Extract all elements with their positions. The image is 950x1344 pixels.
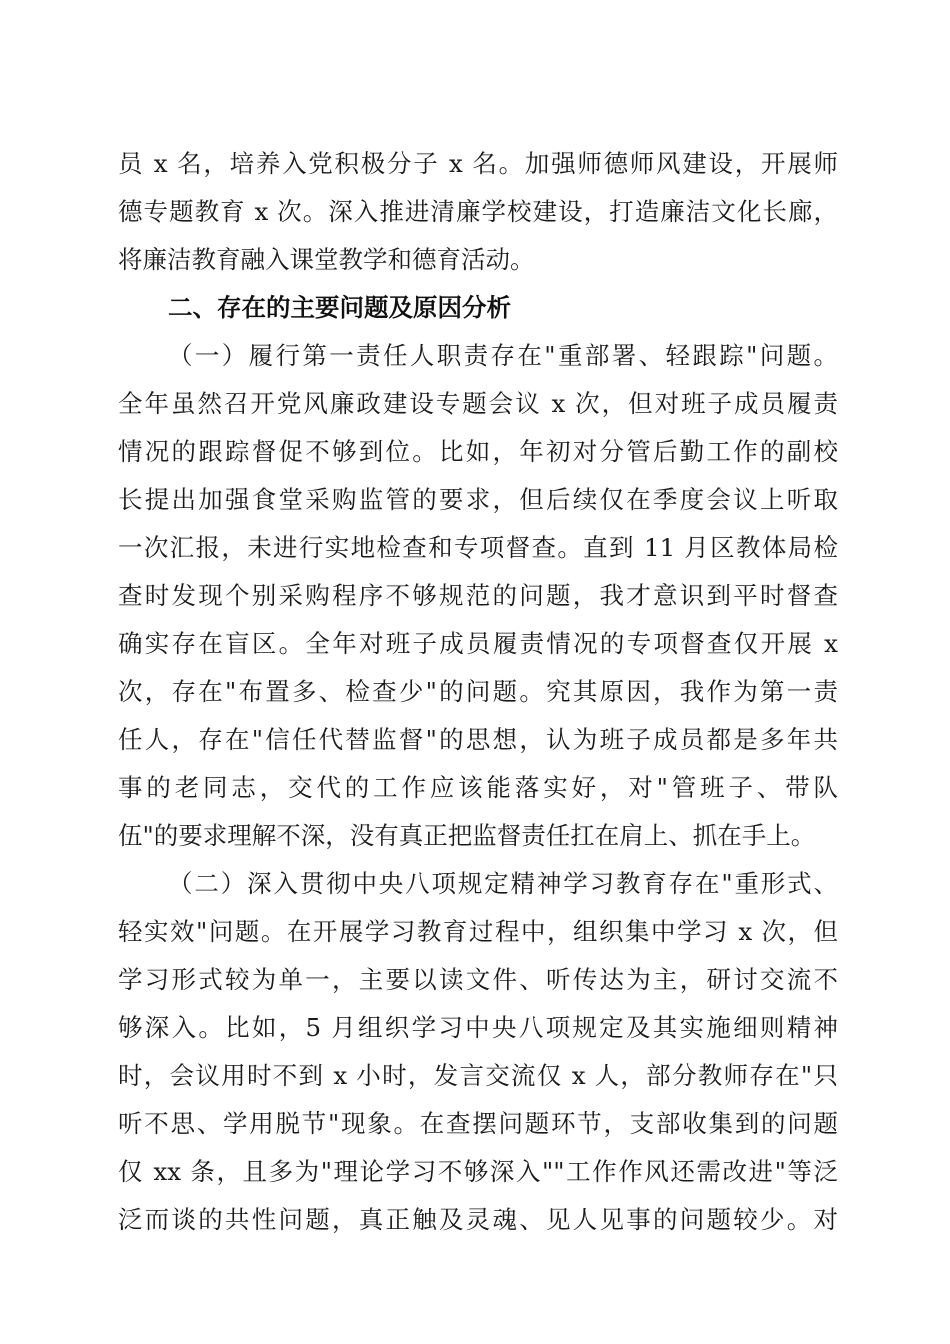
body-text-line: 全年虽然召开党风廉政建设专题会议 x 次，但对班子成员履责: [118, 389, 838, 418]
body-text-line: 情况的跟踪督促不够到位。比如，年初对分管后勤工作的副校: [118, 437, 838, 466]
body-text-line: 长提出加强食堂采购监管的要求，但后续仅在季度会议上听取: [118, 485, 838, 514]
paragraph-first-line: （二）深入贯彻中央八项规定精神学习教育存在"重形式、: [168, 869, 838, 898]
section-heading: 二、存在的主要问题及原因分析: [168, 293, 511, 322]
body-text-line: 轻实效"问题。在开展学习教育过程中，组织集中学习 x 次，但: [118, 917, 838, 946]
body-text-line: 伍"的要求理解不深，没有真正把监督责任扛在肩上、抓在手上。: [118, 821, 816, 850]
body-text-line: 够深入。比如，5 月组织学习中央八项规定及其实施细则精神: [118, 1013, 838, 1042]
body-text-line: 德专题教育 x 次。深入推进清廉学校建设，打造廉洁文化长廊，: [118, 197, 838, 226]
body-text-line: 查时发现个别采购程序不够规范的问题，我才意识到平时督查: [118, 581, 838, 610]
body-text-line: 事的老同志，交代的工作应该能落实好，对"管班子、带队: [118, 773, 838, 802]
body-text-line: 任人，存在"信任代替监督"的思想，认为班子成员都是多年共: [118, 725, 838, 754]
body-text-line: 次，存在"布置多、检查少"的问题。究其原因，我作为第一责: [118, 677, 838, 706]
body-text-line: 将廉洁教育融入课堂教学和德育活动。: [118, 245, 535, 274]
document-body: [118, 140, 838, 1244]
body-text-line: 学习形式较为单一，主要以读文件、听传达为主，研讨交流不: [118, 965, 838, 994]
body-text-line: 时，会议用时不到 x 小时，发言交流仅 x 人，部分教师存在"只: [118, 1061, 838, 1090]
body-text-line: 员 x 名，培养入党积极分子 x 名。加强师德师风建设，开展师: [118, 149, 838, 178]
body-text-line: 听不思、学用脱节"现象。在查摆问题环节，支部收集到的问题: [118, 1109, 838, 1138]
body-text-line: 一次汇报，未进行实地检查和专项督查。直到 11 月区教体局检: [118, 533, 838, 562]
body-text-line: 泛而谈的共性问题，真正触及灵魂、见人见事的问题较少。对: [118, 1205, 838, 1234]
paragraph-first-line: （一）履行第一责任人职责存在"重部署、轻跟踪"问题。: [168, 341, 838, 370]
body-text-line: 确实存在盲区。全年对班子成员履责情况的专项督查仅开展 x: [118, 629, 838, 658]
body-text-line: 仅 xx 条，且多为"理论学习不够深入""工作作风还需改进"等泛: [118, 1157, 838, 1186]
